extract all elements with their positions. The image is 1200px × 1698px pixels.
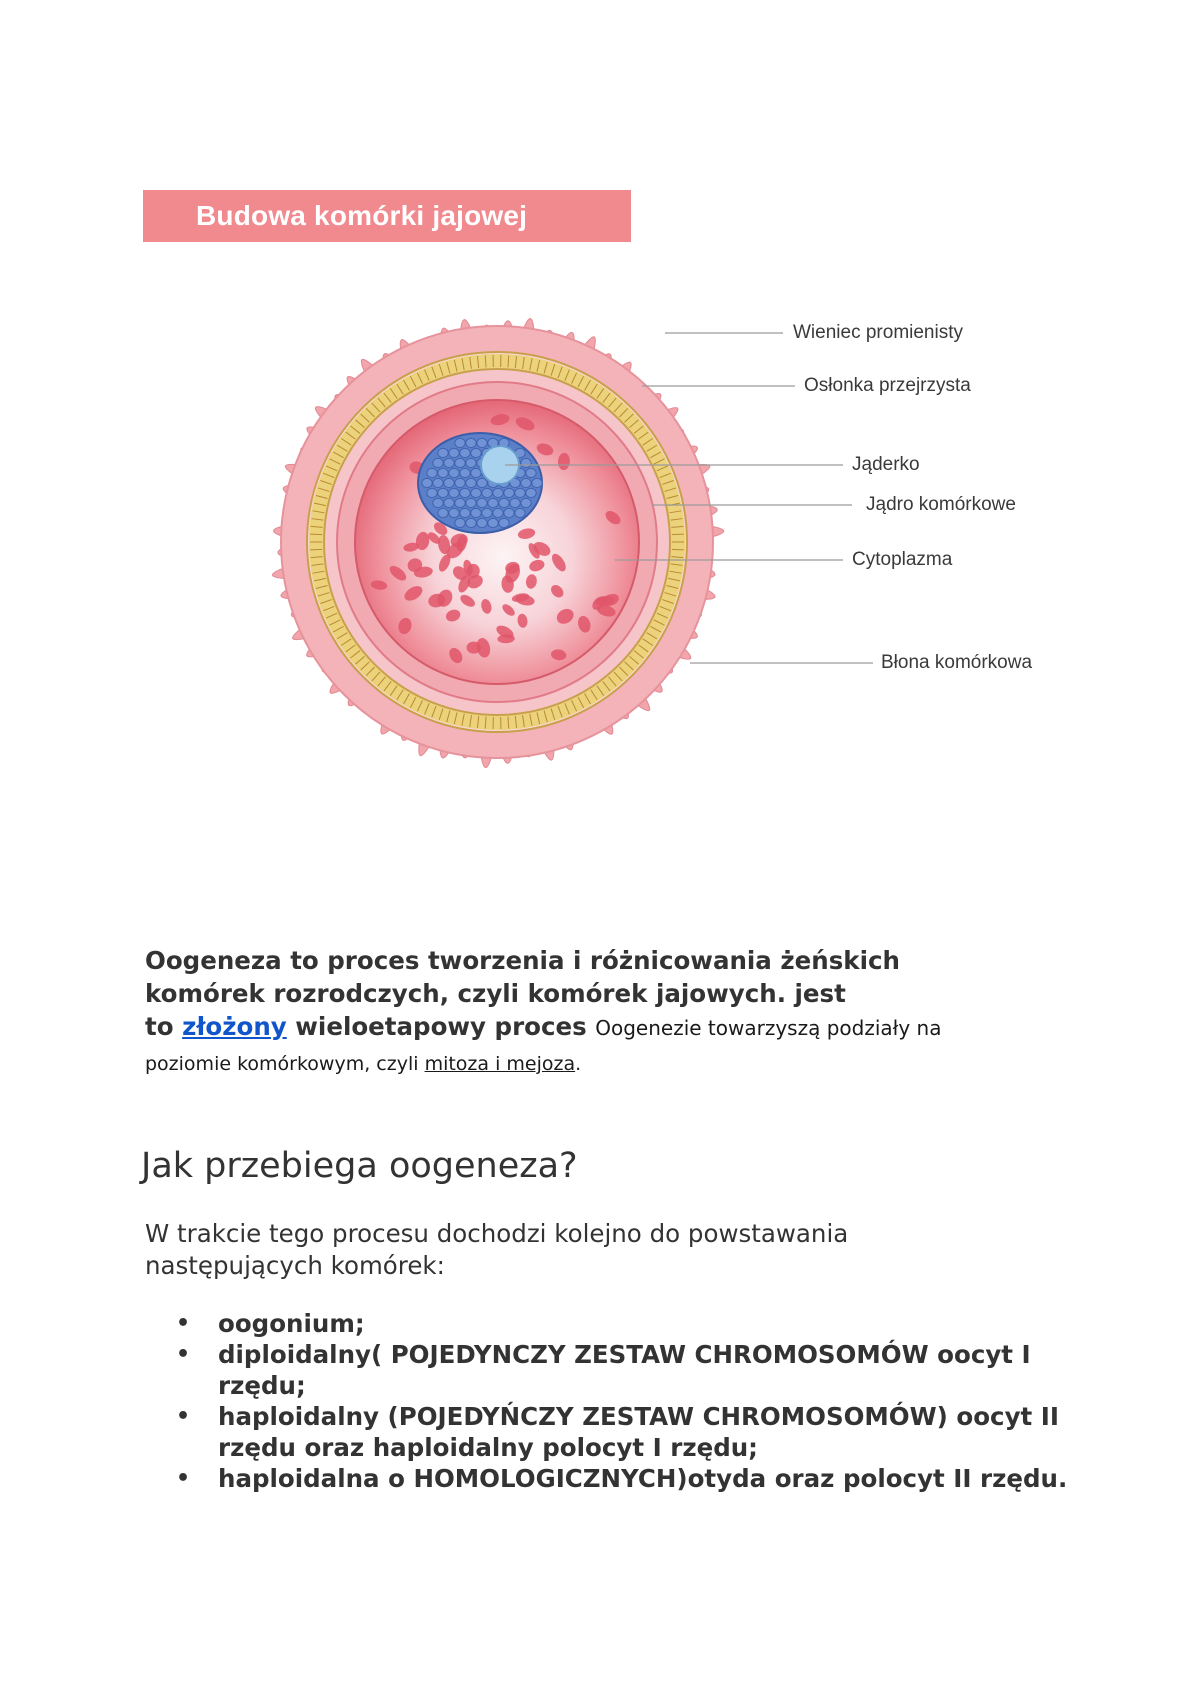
zona-tick xyxy=(310,534,322,535)
bullet-icon: • xyxy=(176,1342,191,1367)
nucleus-cell xyxy=(455,458,465,467)
nucleus-cell xyxy=(449,468,459,477)
zona-tick xyxy=(672,549,684,550)
nucleus-cell xyxy=(433,498,443,507)
nucleus-cell xyxy=(477,478,487,487)
nucleus-cell xyxy=(521,478,531,487)
intro-small-end: . xyxy=(575,1053,582,1075)
zona-tick xyxy=(310,549,322,550)
label-zona-pellucida: Osłonka przejrzysta xyxy=(804,375,971,396)
link-mitoza-mejoza[interactable]: mitoza i mejoza xyxy=(424,1053,576,1075)
nucleus-cell xyxy=(504,488,514,497)
nucleus-cell xyxy=(477,518,487,527)
label-corona-radiata: Wieniec promienisty xyxy=(793,322,963,343)
nucleus-cell xyxy=(460,488,470,497)
nucleus-cell xyxy=(471,488,481,497)
nucleus-cell xyxy=(460,448,470,457)
nucleus-cell xyxy=(427,488,437,497)
nucleus-cell xyxy=(466,458,476,467)
zona-tick xyxy=(672,534,684,535)
nucleus-cell xyxy=(444,458,454,467)
nucleus-cell xyxy=(471,448,481,457)
cell-nucleus xyxy=(418,433,542,533)
nucleus-cell xyxy=(460,468,470,477)
nucleus-cell xyxy=(438,508,448,517)
nucleus-cell xyxy=(471,468,481,477)
intro-small-text-2: poziomie komórkowym, czyli xyxy=(145,1053,425,1075)
nucleus-cell xyxy=(532,478,542,487)
nucleus-cell xyxy=(455,518,465,527)
nucleus-cell xyxy=(455,438,465,447)
list-item-text: haploidalna o HOMOLOGICZNYCH)otyda oraz polocyt II rzędu. xyxy=(218,1464,1068,1493)
diagram-title-banner: Budowa komórki jajowej xyxy=(143,190,631,242)
list-item xyxy=(176,1463,1118,1494)
list-item-text: diploidalny( POJEDYNCZY ZESTAW CHROMOSOMÓW oocyt I rzędu; xyxy=(218,1340,1031,1400)
intro-line-3-start: to xyxy=(145,1012,183,1041)
cell-stage-list xyxy=(145,1308,1118,1494)
nucleus-cell xyxy=(493,508,503,517)
bullet-icon: • xyxy=(176,1466,191,1491)
nucleus-cell xyxy=(449,508,459,517)
nucleus-cell xyxy=(444,478,454,487)
nucleus-cell xyxy=(455,478,465,487)
nucleus-cell xyxy=(515,508,525,517)
label-cell-membrane: Błona komórkowa xyxy=(881,652,1033,673)
nucleus-cell xyxy=(499,498,509,507)
section-paragraph: W trakcie tego procesu dochodzi kolejno do powstawania następujących komórek: xyxy=(145,1219,849,1280)
nucleus-cell xyxy=(526,468,536,477)
nucleus-cell xyxy=(427,468,437,477)
section-heading: Jak przebiega oogeneza? xyxy=(141,1146,578,1186)
nucleus-cell xyxy=(449,448,459,457)
nucleus-cell xyxy=(521,498,531,507)
label-nucleus: Jądro komórkowe xyxy=(866,494,1016,515)
nucleus-cell xyxy=(466,438,476,447)
intro-line-1: Oogeneza to proces tworzenia i różnicowania żeńskich xyxy=(145,946,900,975)
list-item xyxy=(176,1401,1118,1463)
nucleus-cell xyxy=(488,498,498,507)
nucleus-cell xyxy=(438,488,448,497)
nucleus-cell xyxy=(444,498,454,507)
list-item xyxy=(176,1308,1118,1339)
nucleus-cell xyxy=(433,478,443,487)
bullet-icon: • xyxy=(176,1311,191,1336)
label-nucleolus: Jąderko xyxy=(852,454,920,475)
nucleus-cell xyxy=(488,518,498,527)
nucleus-cell xyxy=(477,498,487,507)
nucleus-cell xyxy=(466,498,476,507)
nucleus-cell xyxy=(493,488,503,497)
nucleus-cell xyxy=(510,498,520,507)
nucleus-cell xyxy=(438,448,448,457)
intro-paragraph xyxy=(145,944,1085,1081)
nucleus-cell xyxy=(515,488,525,497)
nucleus-cell xyxy=(482,488,492,497)
nucleus-cell xyxy=(499,518,509,527)
nucleus-cell xyxy=(449,488,459,497)
nucleus-cell xyxy=(526,488,536,497)
nucleus-cell xyxy=(466,518,476,527)
list-item-text: oogonium; xyxy=(218,1309,365,1338)
intro-line-3-mid: wieloetapowy proces xyxy=(286,1012,596,1041)
intro-small-text: Oogenezie towarzyszą podziały na xyxy=(595,1016,942,1040)
list-item xyxy=(176,1339,1118,1401)
nucleus-cell xyxy=(471,508,481,517)
nucleus-cell xyxy=(422,478,432,487)
label-cytoplasm: Cytoplazma xyxy=(852,549,953,570)
nucleus-cell xyxy=(477,438,487,447)
intro-line-2: komórek rozrodczych, czyli komórek jajowych. jest xyxy=(145,979,846,1008)
nucleus-cell xyxy=(504,508,514,517)
nucleus-cell xyxy=(460,508,470,517)
nucleus-cell xyxy=(466,478,476,487)
list-item-text: haploidalny (POJEDYŃCZY ZESTAW CHROMOSOMÓW) oocyt II rzędu oraz haploidalny polocyt I rzędu; xyxy=(218,1402,1060,1462)
nucleus-cell xyxy=(521,458,531,467)
link-zlozony[interactable]: złożony xyxy=(182,1012,287,1041)
nucleus-cell xyxy=(438,468,448,477)
bullet-icon: • xyxy=(176,1404,191,1429)
nucleus-cell xyxy=(482,508,492,517)
nucleus-cell xyxy=(433,458,443,467)
nucleus-cell xyxy=(455,498,465,507)
